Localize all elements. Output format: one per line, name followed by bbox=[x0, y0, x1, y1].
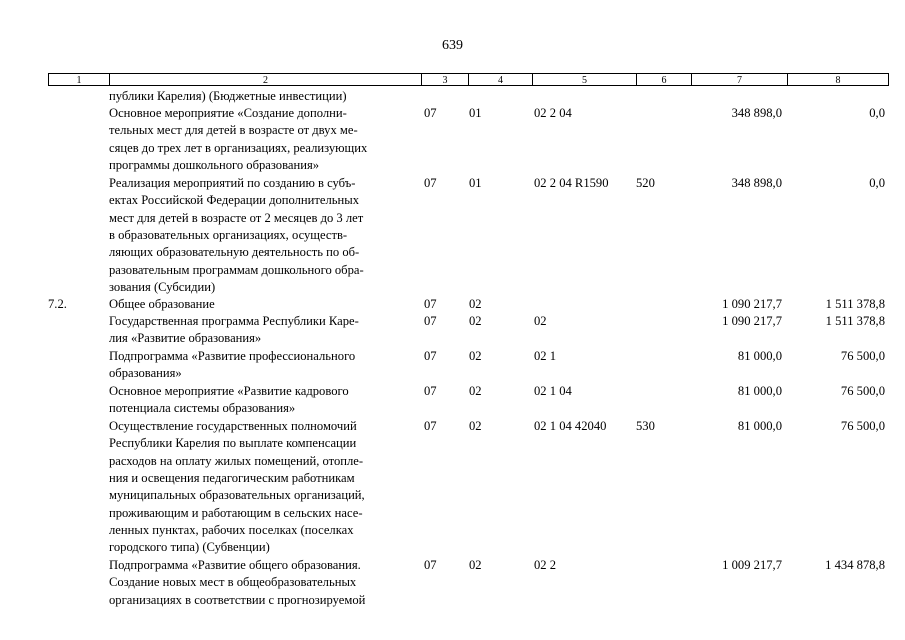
header-cell-3: 3 bbox=[421, 73, 468, 86]
row-target-code: 02 1 04 bbox=[534, 384, 572, 398]
row-subsection: 02 bbox=[469, 384, 482, 398]
row-target-code: 02 1 bbox=[534, 349, 557, 363]
row-name: публики Карелия) (Бюджетные инвестиции) bbox=[109, 89, 347, 103]
row-name: Подпрограмма «Развитие общего образования. Создание новых мест в общеобразовательных организациях в соответствии с прогнозируемой bbox=[109, 558, 366, 607]
header-cell-4: 4 bbox=[468, 73, 532, 86]
row-target-code: 02 1 04 42040 bbox=[534, 419, 607, 433]
row-subsection: 02 bbox=[469, 314, 482, 328]
row-subsection: 02 bbox=[469, 419, 482, 433]
row-amount-2: 1 511 378,8 bbox=[825, 297, 885, 311]
row-amount-2: 76 500,0 bbox=[840, 384, 885, 398]
header-cell-8: 8 bbox=[787, 73, 889, 86]
row-number: 7.2. bbox=[48, 297, 67, 311]
row-subsection: 02 bbox=[469, 297, 482, 311]
row-section: 07 bbox=[424, 558, 437, 572]
row-subsection: 02 bbox=[469, 558, 482, 572]
row-name: Подпрограмма «Развитие профессионального образования» bbox=[109, 349, 356, 381]
row-amount-1: 1 090 217,7 bbox=[722, 297, 782, 311]
header-cell-6: 6 bbox=[636, 73, 691, 86]
row-name: Основное мероприятие «Развитие кадрового потенциала системы образования» bbox=[109, 384, 349, 416]
row-section: 07 bbox=[424, 176, 437, 190]
row-section: 07 bbox=[424, 297, 437, 311]
row-name: Общее образование bbox=[109, 297, 215, 311]
row-expense-type: 530 bbox=[636, 419, 655, 433]
row-section: 07 bbox=[424, 349, 437, 363]
header-cell-1: 1 bbox=[48, 73, 109, 86]
row-name: Государственная программа Республики Каре- лия «Развитие образования» bbox=[109, 314, 359, 346]
row-target-code: 02 bbox=[534, 314, 547, 328]
row-amount-1: 81 000,0 bbox=[737, 384, 782, 398]
row-target-code: 02 2 04 bbox=[534, 106, 572, 120]
row-amount-1: 1 009 217,7 bbox=[722, 558, 782, 572]
row-amount-2: 76 500,0 bbox=[840, 349, 885, 363]
row-amount-1: 1 090 217,7 bbox=[722, 314, 782, 328]
row-amount-1: 81 000,0 bbox=[737, 349, 782, 363]
row-section: 07 bbox=[424, 314, 437, 328]
row-section: 07 bbox=[424, 384, 437, 398]
row-name: Основное мероприятие «Создание дополни- тельных мест для детей в возрасте от двух ме- сяцев до трех лет в организациях, реализующих программы дошкольного образования» bbox=[109, 106, 368, 173]
row-subsection: 01 bbox=[469, 176, 482, 190]
row-amount-1: 348 898,0 bbox=[731, 106, 782, 120]
row-subsection: 02 bbox=[469, 349, 482, 363]
row-amount-2: 76 500,0 bbox=[840, 419, 885, 433]
row-expense-type: 520 bbox=[636, 176, 655, 190]
row-subsection: 01 bbox=[469, 106, 482, 120]
row-amount-2: 1 511 378,8 bbox=[825, 314, 885, 328]
row-amount-2: 1 434 878,8 bbox=[825, 558, 885, 572]
row-target-code: 02 2 bbox=[534, 558, 557, 572]
row-name: Осуществление государственных полномочий Республики Карелия по выплате компенсации расходов на оплату жилых помещений, отопле- ния и освещения педагогическим работникам муниципальных образовательных организаций, проживающим и работающим в сельских насе- ленных пунктах, рабочих поселках (поселках городского типа) (Субвенции) bbox=[109, 419, 365, 555]
row-amount-1: 81 000,0 bbox=[737, 419, 782, 433]
header-cell-5: 5 bbox=[532, 73, 636, 86]
page-number: 639 bbox=[442, 38, 463, 53]
row-section: 07 bbox=[424, 106, 437, 120]
header-cell-2: 2 bbox=[109, 73, 421, 86]
row-section: 07 bbox=[424, 419, 437, 433]
header-cell-7: 7 bbox=[691, 73, 787, 86]
row-amount-2: 0,0 bbox=[869, 106, 885, 120]
row-target-code: 02 2 04 R1590 bbox=[534, 176, 609, 190]
row-amount-2: 0,0 bbox=[869, 176, 885, 190]
row-name: Реализация мероприятий по созданию в субъ- ектах Российской Федерации дополнительных мест для детей в возрасте от 2 месяцев до 3 лет в образовательных организациях, осуществ- ляющих образовательную деятельность по об- разовательным программам дошкольного обра- зования (Субсидии) bbox=[109, 176, 364, 295]
row-amount-1: 348 898,0 bbox=[731, 176, 782, 190]
